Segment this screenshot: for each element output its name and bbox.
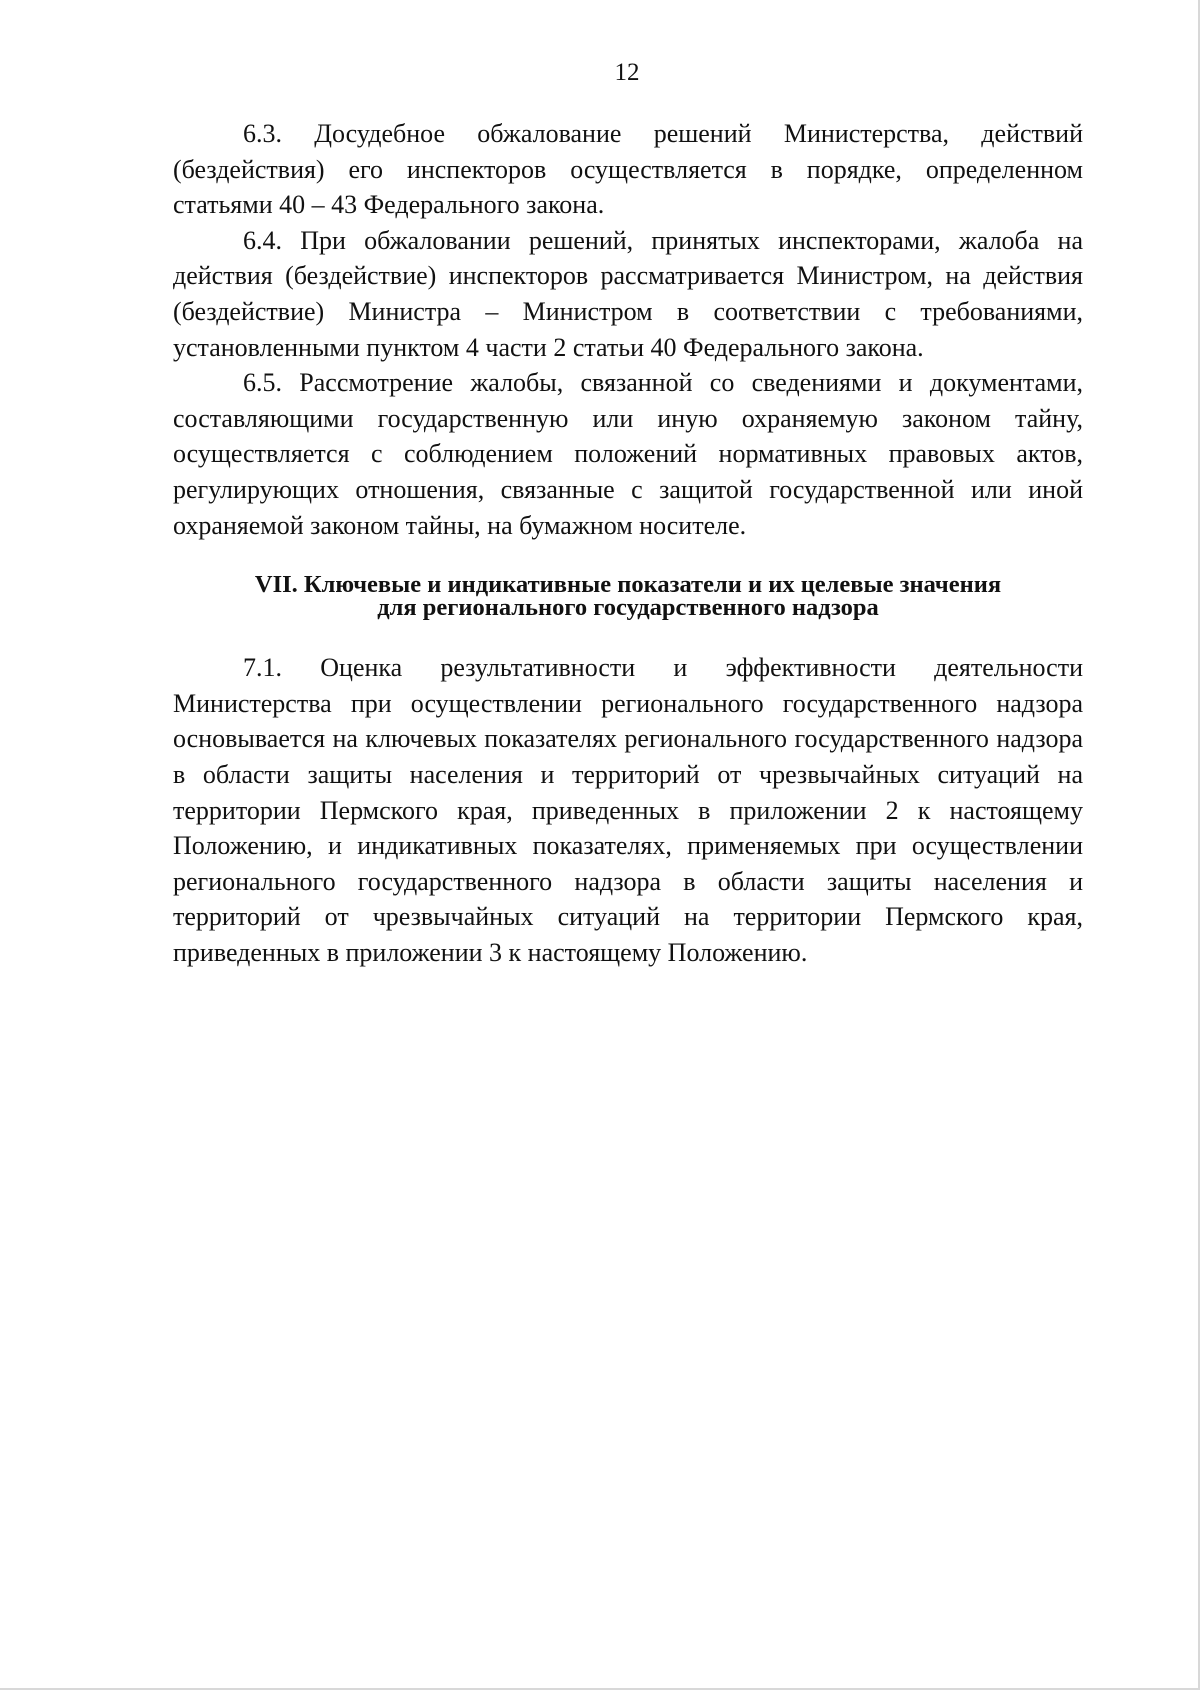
page-number: 12	[614, 59, 640, 86]
document-body	[173, 116, 1083, 970]
paragraph-7-1: 7.1. Оценка результативности и эффективности деятельности Министерства при осуществлении регионального государственного надзора основывается на ключевых показателях регионального государственного надзора в области защиты населения и территорий от чрезвычайных ситуаций на территории Пермского края, приведенных в приложении 2 к настоящему Положению, и индикативных показателях, применяемых при осуществлении регионального государственного надзора в области защиты населения и территорий от чрезвычайных ситуаций на территории Пермского края, приведенных в приложении 3 к настоящему Положению.	[173, 653, 1083, 967]
paragraph-6-4: 6.4. При обжаловании решений, принятых инспекторами, жалоба на действия (бездействие) инспекторов рассматривается Министром, на действия (бездействие) Министра – Министром в соответствии с требованиями, установленными пунктом 4 части 2 статьи 40 Федерального закона.	[173, 225, 1083, 362]
section-7-heading-line-1: VII. Ключевые и индикативные показатели и их целевые значения	[254, 571, 1002, 599]
section-7-heading	[173, 571, 1083, 622]
section-7-heading-line-2: для регионального государственного надзора	[377, 594, 879, 622]
paragraph-6-5: 6.5. Рассмотрение жалобы, связанной со сведениями и документами, составляющими государственную или иную охраняемую законом тайну, осуществляется с соблюдением положений нормативных правовых актов, регулирующих отношения, связанные с защитой государственной или иной охраняемой законом тайны, на бумажном носителе.	[173, 368, 1083, 540]
paragraph-6-3: 6.3. Досудебное обжалование решений Министерства, действий (бездействия) его инспекторов осуществляется в порядке, определенном статьями 40 – 43 Федерального закона.	[173, 119, 1083, 220]
